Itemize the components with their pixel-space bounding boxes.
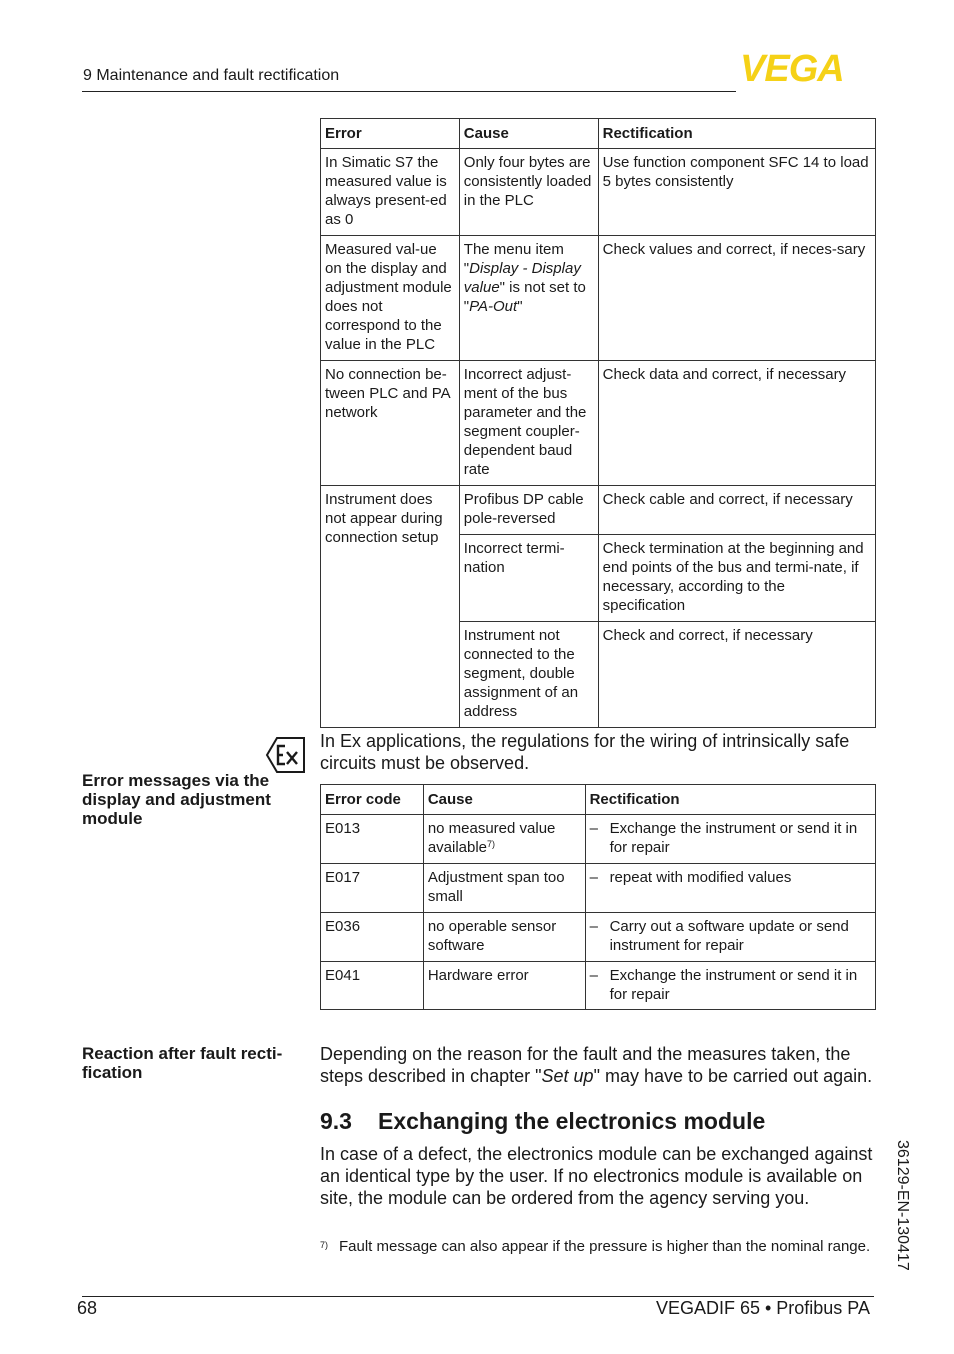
header-cause: Cause [459, 119, 598, 149]
table-row [321, 815, 876, 864]
fault-table [320, 118, 876, 728]
table-header-row [321, 119, 876, 149]
header-rectification: Rectification [585, 785, 875, 815]
error-code-cell: E017 [321, 864, 424, 913]
header-error: Error [321, 119, 460, 149]
section-paragraph: In case of a defect, the electronics module can be exchanged against an identical type by the user. If no electronics module is available on site, the module can be ordered from the agency serving you. [320, 1144, 873, 1208]
header-error-code: Error code [321, 785, 424, 815]
cause-cell: Only four bytes are consistently loaded in the PLC [459, 149, 598, 236]
footnote-text: Fault message can also appear if the pressure is higher than the nominal range. [339, 1238, 871, 1255]
side-heading-error-messages: Error messages via the display and adjustment module [82, 771, 271, 828]
error-cell: No connection be-tween PLC and PA network [321, 361, 460, 486]
table-row [321, 486, 876, 535]
rectification-cell: Check cable and correct, if necessary [598, 486, 875, 535]
header-divider [82, 91, 736, 92]
document-id: 36129-EN-130417 [894, 1140, 911, 1271]
rectification-cell: Check termination at the beginning and end points of the bus and termi-nate, if necessary, according to the specification [598, 535, 875, 622]
rectification-cell: – Exchange the instrument or send it in for repair [585, 815, 875, 864]
header-rectification: Rectification [598, 119, 875, 149]
vega-logo [740, 50, 874, 86]
product-name: VEGADIF 65 • Profibus PA [655, 1298, 870, 1318]
table-row [321, 864, 876, 913]
page-number: 68 [77, 1298, 98, 1318]
rectification-cell: Use function component SFC 14 to load 5 bytes consistently [598, 149, 875, 236]
section-number: 9.3 [320, 1108, 352, 1134]
table-row [321, 962, 876, 1010]
table-row [321, 149, 876, 236]
error-cell: Measured val-ue on the display and adjustment module does not correspond to the value in the PLC [321, 236, 460, 361]
error-cell: In Simatic S7 the measured value is always present-ed as 0 [321, 149, 460, 236]
cause-cell: Incorrect adjust-ment of the bus parameter and the segment coupler-dependent baud rate [459, 361, 598, 486]
error-code-cell: E041 [321, 962, 424, 1010]
ex-applications-note: In Ex applications, the regulations for the wiring of intrinsically safe circuits must be observed. [320, 731, 850, 773]
rectification-cell: Check values and correct, if neces-sary [598, 236, 875, 361]
error-code-table [320, 784, 876, 1010]
chapter-header: 9 Maintenance and fault rectification [83, 67, 340, 84]
rectification-cell: – repeat with modified values [585, 864, 875, 913]
table-row [321, 361, 876, 486]
rectification-cell: Check data and correct, if necessary [598, 361, 875, 486]
cause-cell: no operable sensor software [423, 913, 585, 962]
error-cell: Instrument does not appear during connection setup [321, 486, 460, 728]
cause-cell: no measured value available$^{7)}$ [423, 815, 585, 864]
cause-cell: Incorrect termi-nation [459, 535, 598, 622]
footer-divider [82, 1296, 874, 1297]
ex-hazard-icon [264, 735, 306, 775]
table-header-row [321, 785, 876, 815]
header-cause: Cause [423, 785, 585, 815]
table-row [321, 913, 876, 962]
logo-text: VEGA [740, 50, 844, 86]
cause-cell: Adjustment span too small [423, 864, 585, 913]
error-code-cell: E013 [321, 815, 424, 864]
section-title: Exchanging the electronics module [378, 1108, 766, 1134]
cause-cell: Instrument not connected to the segment, double assignment of an address [459, 622, 598, 728]
table-row [321, 236, 876, 361]
reaction-paragraph: Depending on the reason for the fault and the measures taken, the steps described in chapter "Set up" may have to be carried out again. [320, 1044, 873, 1086]
side-heading-reaction: Reaction after fault recti-fication [82, 1044, 283, 1082]
cause-cell: The menu item "Display - Display value" is not set to "PA-Out" [459, 236, 598, 361]
rectification-cell: Check and correct, if necessary [598, 622, 875, 728]
footnote-mark: 7) [320, 1240, 329, 1250]
rectification-cell: – Exchange the instrument or send it in for repair [585, 962, 875, 1010]
cause-cell: Profibus DP cable pole-reversed [459, 486, 598, 535]
cause-cell: Hardware error [423, 962, 585, 1010]
section-heading [320, 1108, 765, 1135]
rectification-cell: – Carry out a software update or send instrument for repair [585, 913, 875, 962]
error-code-cell: E036 [321, 913, 424, 962]
footnote [320, 1237, 876, 1256]
footnote-ref: 7) [487, 839, 496, 849]
